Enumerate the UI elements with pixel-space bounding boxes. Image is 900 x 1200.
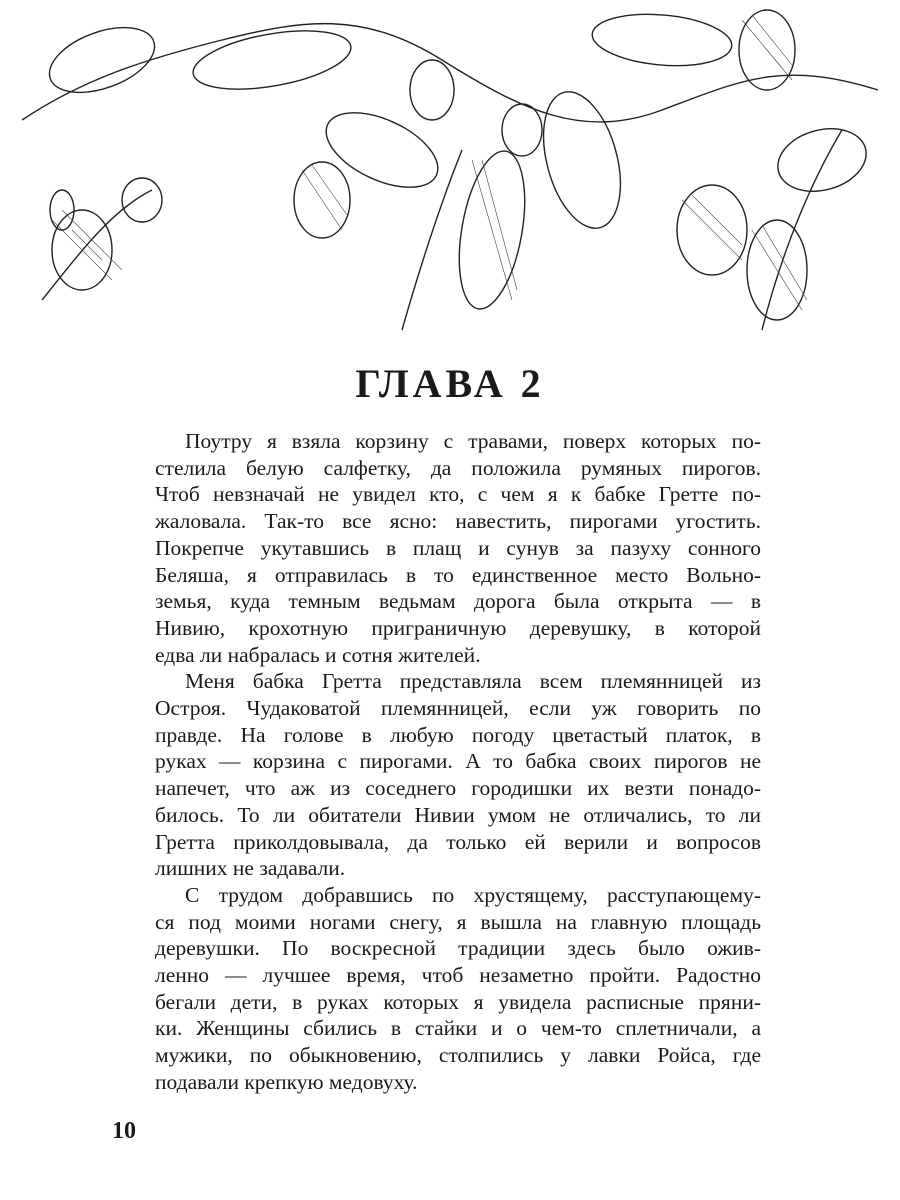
text-line: деревушки. По воскресной традиции здесь было ожив- bbox=[155, 936, 761, 961]
body-text bbox=[155, 428, 761, 1096]
text-line: бегали дети, в руках которых я увидела расписные пряни- bbox=[155, 989, 761, 1014]
text-line: напечет, что аж из соседнего городишки их везти понадо- bbox=[155, 776, 761, 801]
text-line: Гретта приколдовывала, да только ей верили и вопросов bbox=[155, 829, 761, 854]
hops-illustration bbox=[22, 0, 878, 335]
text-line: С трудом добравшись по хрустящему, расступающему- bbox=[185, 882, 761, 907]
text-line: руках — корзина с пирогами. А то бабка своих пирогов не bbox=[155, 749, 761, 774]
text-line: ленно — лучшее время, чтоб незаметно пройти. Радостно bbox=[155, 963, 761, 988]
text-line: ки. Женщины сбились в стайки и о чем-то сплетничали, а bbox=[155, 1016, 761, 1041]
text-line: Остроя. Чудаковатой племянницей, если уж говорить по bbox=[155, 696, 761, 721]
paragraph bbox=[155, 882, 761, 1096]
paragraph bbox=[155, 668, 761, 882]
hops-vine-icon bbox=[22, 0, 878, 335]
text-line: подавали крепкую медовуху. bbox=[155, 1069, 418, 1094]
chapter-title: ГЛАВА 2 bbox=[355, 361, 545, 406]
text-line: Нивию, крохотную приграничную деревушку, в которой bbox=[155, 615, 761, 640]
text-line: Покрепче укутавшись в плащ и сунув за пазуху сонного bbox=[155, 535, 761, 560]
text-line: стелила белую салфетку, да положила румяных пирогов. bbox=[155, 455, 761, 480]
page-number: 10 bbox=[112, 1118, 136, 1144]
text-line: едва ли набралась и сотня жителей. bbox=[155, 642, 481, 667]
paragraph bbox=[155, 428, 761, 668]
text-line: билось. То ли обитатели Нивии умом не отличались, то ли bbox=[155, 802, 761, 827]
text-line: земья, куда темным ведьмам дорога была открыта — в bbox=[155, 589, 761, 614]
text-line: Меня бабка Гретта представляла всем племянницей из bbox=[185, 669, 761, 694]
text-line: мужики, по обыкновению, столпились у лавки Ройса, где bbox=[155, 1043, 761, 1068]
text-line: жаловала. Так-то все ясно: навестить, пирогами угостить. bbox=[155, 509, 761, 534]
text-line: Чтоб невзначай не увидел кто, с чем я к бабке Гретте по- bbox=[155, 482, 761, 507]
text-line: лишних не задавали. bbox=[155, 856, 346, 881]
text-line: правде. На голове в любую погоду цветастый платок, в bbox=[155, 722, 761, 747]
text-line: Поутру я взяла корзину с травами, поверх которых по- bbox=[185, 429, 761, 453]
text-line: Беляша, я отправилась в то единственное место Вольно- bbox=[155, 562, 761, 587]
text-line: ся под моими ногами снегу, я вышла на главную площадь bbox=[155, 909, 761, 934]
